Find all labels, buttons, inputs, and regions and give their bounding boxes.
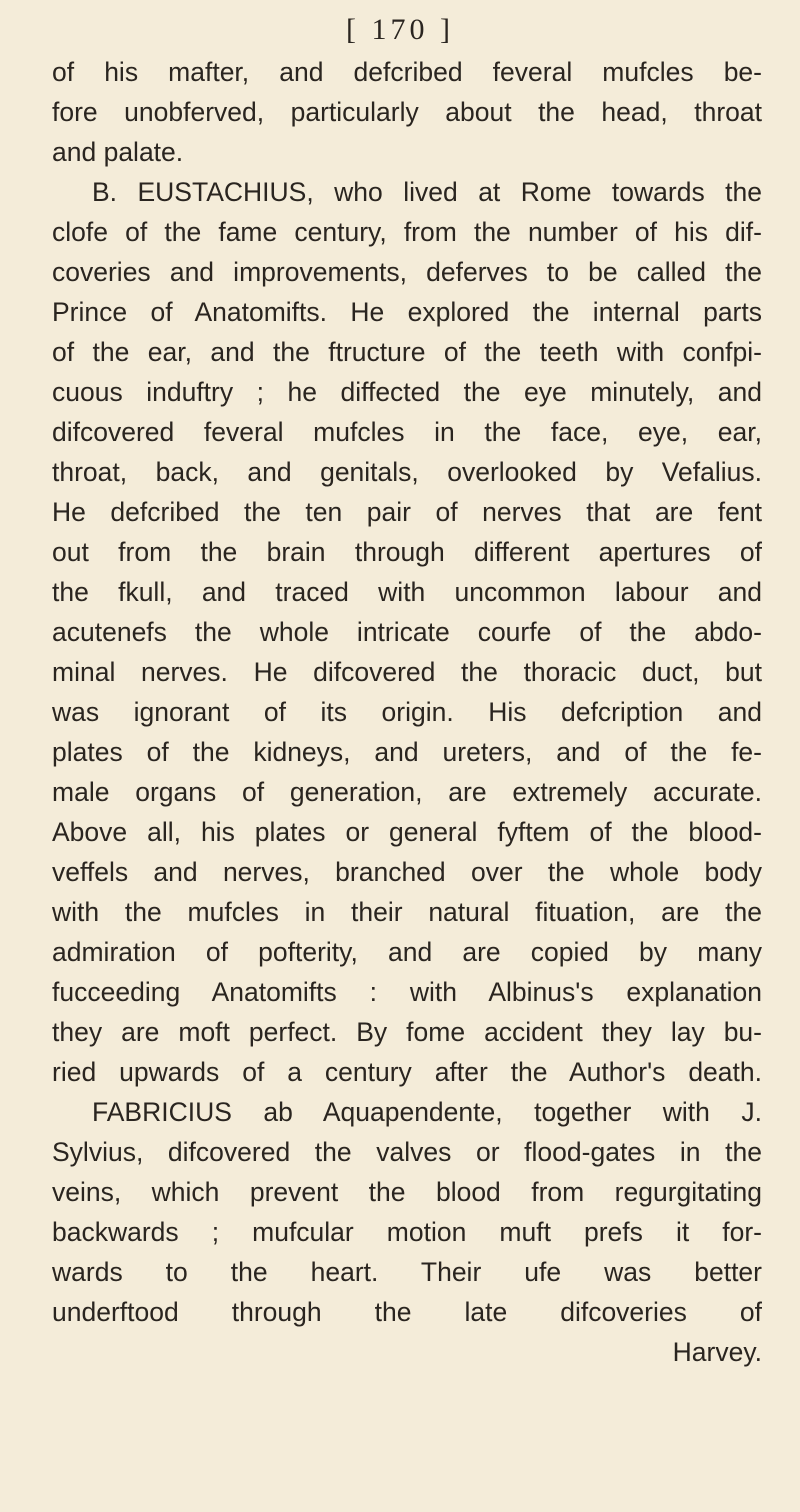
text-line: fucceeding Anatomifts : with Albinus's explanation bbox=[52, 977, 762, 1007]
text-line: and palate. bbox=[52, 137, 184, 167]
text-line: FABRICIUS ab Aquapendente, together with J. bbox=[92, 1097, 762, 1127]
text-line: veffels and nerves, branched over the whole body bbox=[52, 857, 762, 887]
text-line: difcovered feveral mufcles in the face, eye, ear, bbox=[52, 417, 762, 447]
text-line: plates of the kidneys, and ureters, and of the fe- bbox=[52, 737, 762, 767]
text-line: Sylvius, difcovered the valves or flood-gates in the bbox=[52, 1137, 762, 1167]
text-line: veins, which prevent the blood from regurgitating bbox=[52, 1177, 762, 1207]
text-line: Harvey. bbox=[672, 1337, 762, 1367]
text-line: was ignorant of its origin. His defcription and bbox=[52, 697, 762, 727]
text-line: clofe of the fame century, from the number of his dif- bbox=[52, 217, 762, 247]
text-line: they are moft perfect. By fome accident they lay bu- bbox=[52, 1017, 762, 1047]
text-line: Prince of Anatomifts. He explored the internal parts bbox=[52, 297, 762, 327]
text-line: backwards ; mufcular motion muft prefs it for- bbox=[52, 1217, 762, 1247]
text-line: admiration of pofterity, and are copied by many bbox=[52, 937, 762, 967]
text-line: B. EUSTACHIUS, who lived at Rome towards the bbox=[92, 177, 762, 207]
text-line: He defcribed the ten pair of nerves that are fent bbox=[52, 497, 762, 527]
text-line: wards to the heart. Their ufe was better bbox=[52, 1257, 762, 1287]
text-line: with the mufcles in their natural fituation, are the bbox=[52, 897, 762, 927]
page-number-header: [ 170 ] bbox=[346, 13, 454, 46]
text-line: out from the brain through different apertures of bbox=[52, 537, 762, 567]
text-line: male organs of generation, are extremely accurate. bbox=[52, 777, 762, 807]
text-line: ried upwards of a century after the Author's death. bbox=[52, 1057, 762, 1087]
text-line: throat, back, and genitals, overlooked by Vefalius. bbox=[52, 457, 762, 487]
text-line: underftood through the late difcoveries of bbox=[52, 1297, 762, 1327]
text-line: of the ear, and the ftructure of the teeth with confpi- bbox=[52, 337, 762, 367]
text-line: cuous induftry ; he diffected the eye minutely, and bbox=[52, 377, 762, 407]
text-line: coveries and improvements, deferves to be called the bbox=[52, 257, 762, 287]
text-line: acutenefs the whole intricate courfe of the abdo- bbox=[52, 617, 762, 647]
text-line: of his mafter, and defcribed feveral mufcles be- bbox=[52, 57, 762, 87]
text-line: minal nerves. He difcovered the thoracic duct, but bbox=[52, 657, 762, 687]
text-line: Above all, his plates or general fyftem of the blood- bbox=[52, 817, 762, 847]
text-line: fore unobferved, particularly about the head, throat bbox=[52, 97, 762, 127]
text-line: the fkull, and traced with uncommon labour and bbox=[52, 577, 762, 607]
